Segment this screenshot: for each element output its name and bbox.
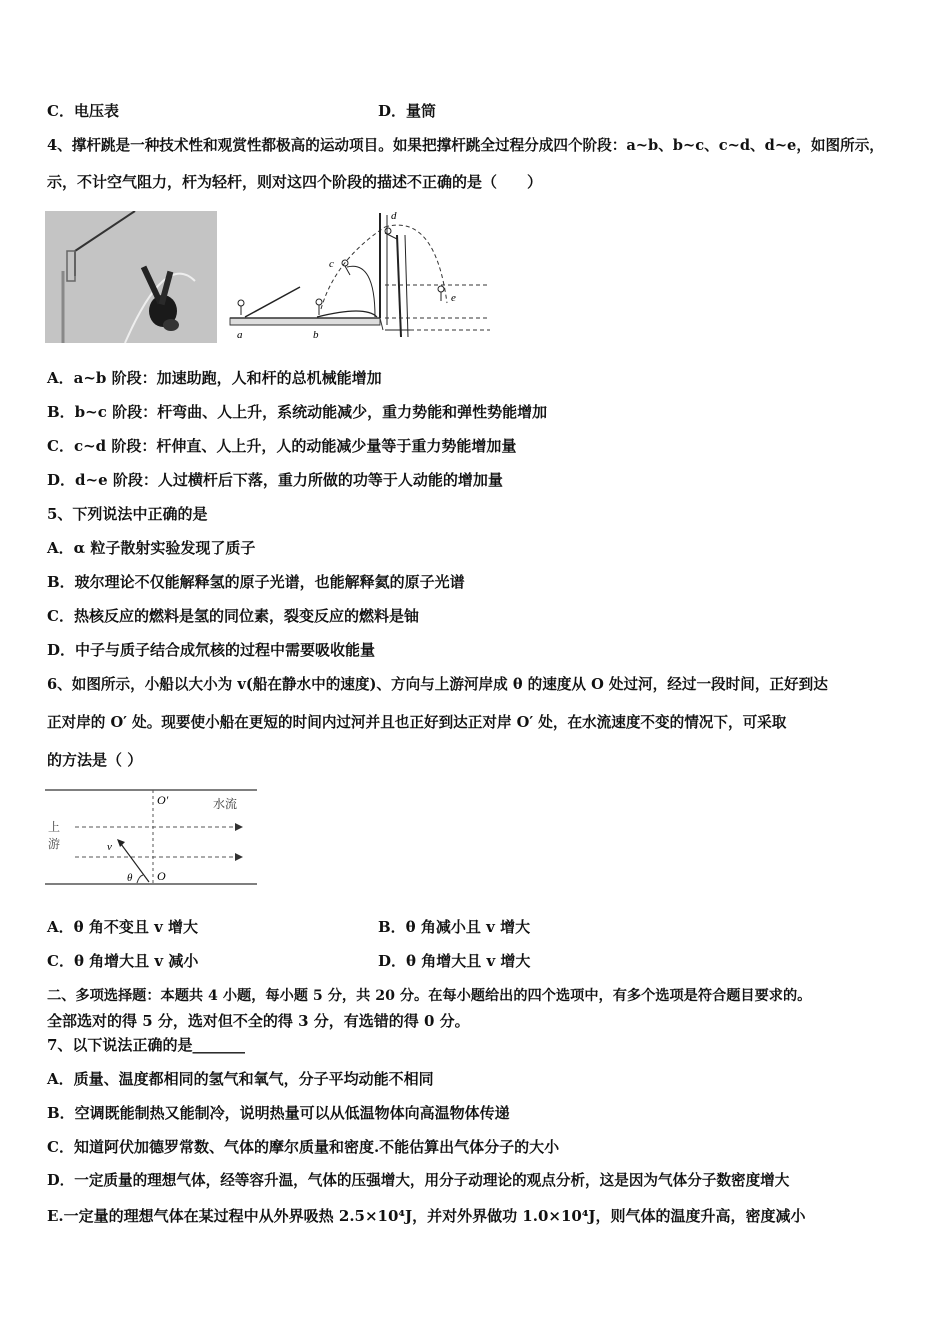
q7-option-a: A．质量、温度都相同的氢气和氧气，分子平均动能不相同 xyxy=(47,1070,434,1088)
section2-line1: 二、多项选择题：本题共 4 小题，每小题 5 分，共 20 分。在每小题给出的四个选项中，有多个选项是符合题目要求的。 xyxy=(47,988,812,1004)
q6-option-a: A．θ 角不变且 v 增大 xyxy=(47,918,199,936)
q5-option-d: D．中子与质子结合成氘核的过程中需要吸收能量 xyxy=(47,641,376,659)
q4-option-a: A．a~b 阶段：加速助跑，人和杆的总机械能增加 xyxy=(47,369,382,387)
label-o: O xyxy=(157,869,166,883)
label-b: b xyxy=(313,329,319,341)
q4-option-b: B．b~c 阶段：杆弯曲、人上升，系统动能减少，重力势能和弹性势能增加 xyxy=(47,403,548,421)
q7-stem: 7、以下说法正确的是_______ xyxy=(47,1036,245,1054)
q6-option-c: C．θ 角增大且 v 减小 xyxy=(47,952,199,970)
q7-option-c: C．知道阿伏加德罗常数、气体的摩尔质量和密度.不能估算出气体分子的大小 xyxy=(47,1138,560,1156)
pole-vault-photo xyxy=(45,211,217,343)
label-upstream-2: 游 xyxy=(48,837,61,851)
q4-option-d: D．d~e 阶段：人过横杆后下落，重力所做的功等于人动能的增加量 xyxy=(47,471,503,489)
q7-option-b: B．空调既能制热又能制冷，说明热量可以从低温物体向高温物体传递 xyxy=(47,1104,510,1122)
q5-stem: 5、下列说法中正确的是 xyxy=(47,505,208,523)
label-v: v xyxy=(107,841,112,853)
q6-option-d: D．θ 角增大且 v 增大 xyxy=(378,952,531,970)
q3-option-d: D．量筒 xyxy=(378,102,437,120)
q6-option-b: B．θ 角减小且 v 增大 xyxy=(378,918,531,936)
label-upstream-1: 上 xyxy=(48,820,61,834)
label-c: c xyxy=(329,258,334,270)
q6-stem-line3: 的方法是（ ） xyxy=(47,751,143,769)
label-a: a xyxy=(237,329,243,341)
label-o-prime: O′ xyxy=(157,793,169,807)
q6-stem-line1: 6、如图所示，小船以大小为 v(船在静水中的速度)、方向与上游河岸成 θ 的速度从 O 处过河，经过一段时间，正好到达 xyxy=(47,676,828,693)
label-theta: θ xyxy=(127,872,133,884)
q4-option-c: C．c~d 阶段：杆伸直、人上升，人的动能减少量等于重力势能增加量 xyxy=(47,437,517,455)
q5-option-c: C．热核反应的燃料是氢的同位素，裂变反应的燃料是铀 xyxy=(47,607,419,625)
q7-option-d: D．一定质量的理想气体，经等容升温，气体的压强增大，用分子动理论的观点分析，这是因为气体分子数密度增大 xyxy=(47,1172,790,1189)
label-d: d xyxy=(391,210,397,222)
river-diagram xyxy=(45,784,260,889)
section2-line2: 全部选对的得 5 分，选对但不全的得 3 分，有选错的得 0 分。 xyxy=(47,1012,470,1030)
q5-option-b: B．玻尔理论不仅能解释氢的原子光谱，也能解释氦的原子光谱 xyxy=(47,573,465,591)
label-water: 水流 xyxy=(213,797,238,811)
q4-stem-line2: 示，不计空气阻力，杆为轻杆，则对这四个阶段的描述不正确的是（ ） xyxy=(47,173,543,191)
q3-option-c: C．电压表 xyxy=(47,102,119,120)
q7-option-e: E.一定量的理想气体在某过程中从外界吸热 2.5×10⁴J，并对外界做功 1.0×10⁴J，则气体的温度升高，密度减小 xyxy=(47,1207,806,1225)
label-e: e xyxy=(451,292,456,304)
pole-vault-diagram xyxy=(225,205,495,345)
q5-option-a: A．α 粒子散射实验发现了质子 xyxy=(47,539,256,557)
q6-stem-line2: 正对岸的 O′ 处。现要使小船在更短的时间内过河并且也正好到达正对岸 O′ 处，在水流速度不变的情况下，可采取 xyxy=(47,714,787,731)
q4-stem-line1: 4、撑杆跳是一种技术性和观赏性都极高的运动项目。如果把撑杆跳全过程分成四个阶段：a~b、b~c、c~d、d~e，如图所示， xyxy=(47,137,884,154)
